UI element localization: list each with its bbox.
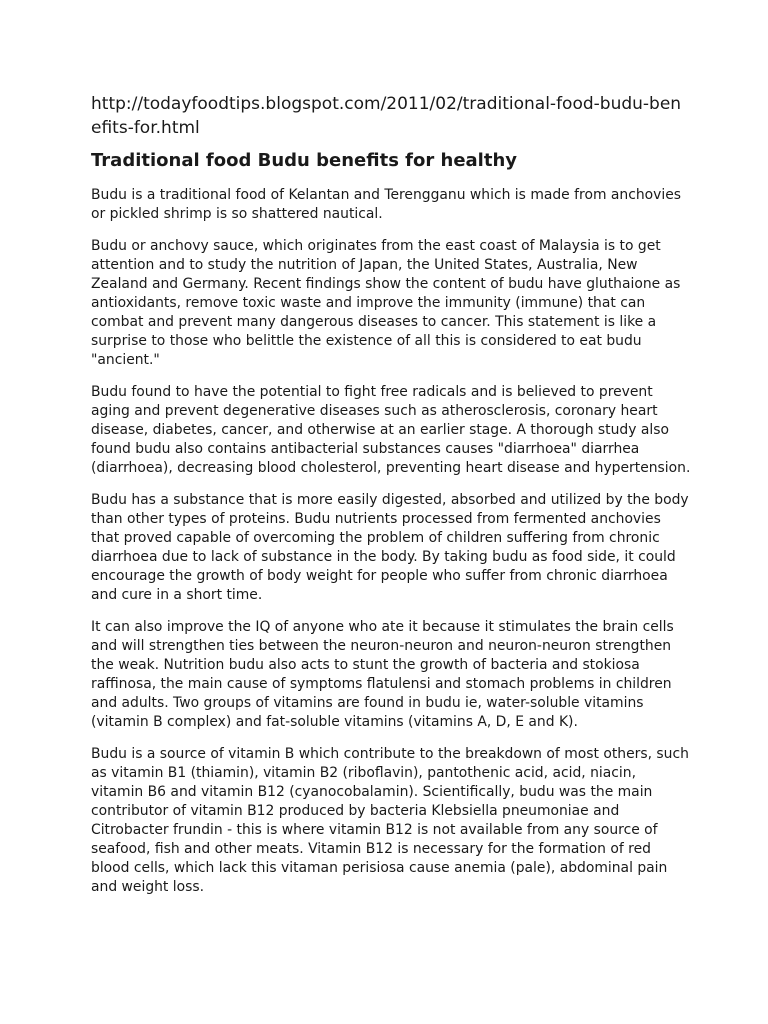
paragraph: Budu has a substance that is more easily digested, absorbed and utilized by the body than other types of proteins. Budu nutrients processed from fermented anchovies that proved capable of overcoming the problem of children suffering from chronic diarrhoea due to lack of substance in the body. By taking budu as food side, it could encourage the growth of body weight for people who suffer from chronic diarrhoea and cure in a short time. <box>91 492 689 603</box>
document-title: Traditional food Budu benefits for healthy <box>91 150 518 171</box>
paragraph: Budu or anchovy sauce, which originates from the east coast of Malaysia is to get attention and to study the nutrition of Japan, the United States, Australia, New Zealand and Germany. Recent findings show the content of budu have gluthaione as antioxidants, remove toxic waste and improve the immunity (immune) that can combat and prevent many dangerous diseases to cancer. This statement is like a surprise to those who belittle the existence of all this is considered to eat budu "ancient." <box>91 238 681 368</box>
paragraph: It can also improve the IQ of anyone who ate it because it stimulates the brain cells and will strengthen ties between the neuron-neuron and neuron-neuron strengthen the weak. Nutrition budu also acts to stunt the growth of bacteria and stokiosa raffinosa, the main cause of symptoms flatulensi and stomach problems in children and adults. Two groups of vitamins are found in budu ie, water-soluble vitamins (vitamin B complex) and fat-soluble vitamins (vitamins A, D, E and K). <box>91 619 674 730</box>
paragraph: Budu is a source of vitamin B which contribute to the breakdown of most others, such as vitamin B1 (thiamin), vitamin B2 (riboflavin), pantothenic acid, acid, niacin, vitamin B6 and vitamin B12 (cyanocobalamin). Scientifically, budu was the main contributor of vitamin B12 produced by bacteria Klebsiella pneumoniae and Citrobacter frundin - this is where vitamin B12 is not available from any source of seafood, fish and other meats. Vitamin B12 is necessary for the formation of red blood cells, which lack this vitaman perisiosa cause anemia (pale), abdominal pain and weight loss. <box>91 746 689 895</box>
source-url: http://todayfoodtips.blogspot.com/2011/02/traditional-food-budu-benefits-for.html <box>91 94 682 138</box>
paragraph: Budu found to have the potential to fight free radicals and is believed to prevent aging and prevent degenerative diseases such as atherosclerosis, coronary heart disease, diabetes, cancer, and otherwise at an earlier stage. A thorough study also found budu also contains antibacterial substances causes "diarrhoea" diarrhea (diarrhoea), decreasing blood cholesterol, preventing heart disease and hypertension. <box>91 384 691 476</box>
document-page <box>91 92 691 910</box>
paragraph: Budu is a traditional food of Kelantan and Terengganu which is made from anchovies or pickled shrimp is so shattered nautical. <box>91 187 682 222</box>
